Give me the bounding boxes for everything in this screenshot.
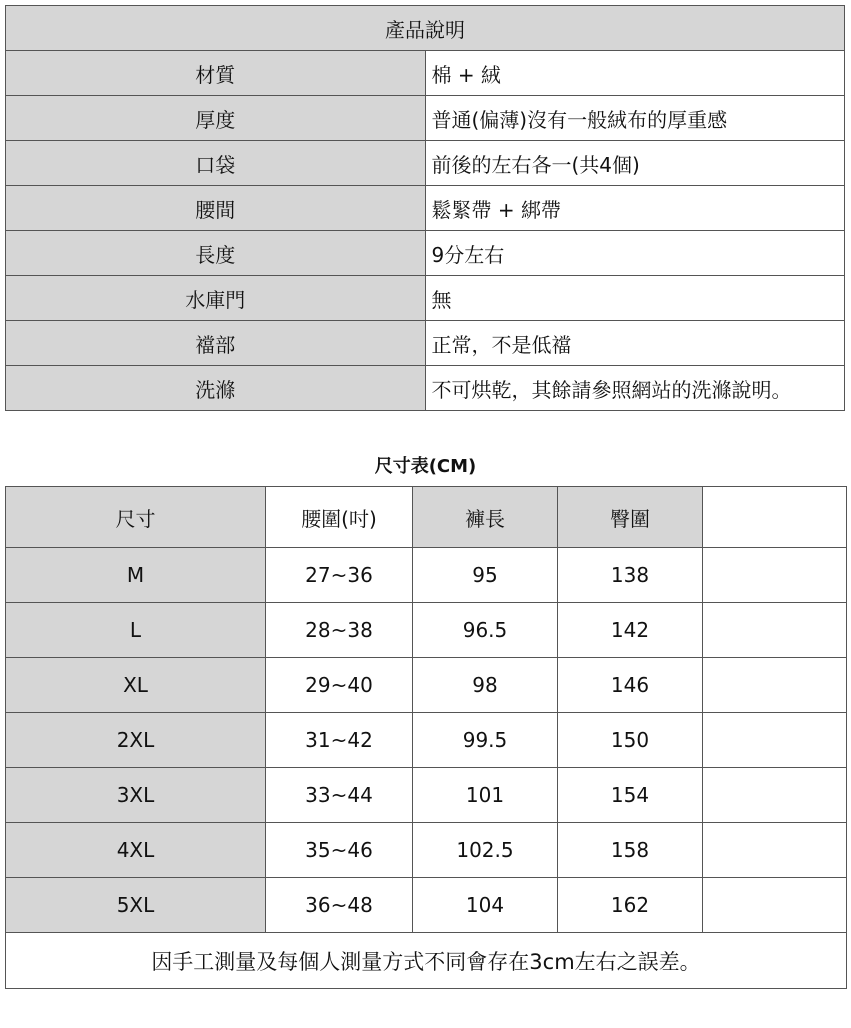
product-row-value: 無	[425, 276, 845, 321]
size-cell: 158	[558, 823, 703, 878]
size-cell: 101	[413, 768, 558, 823]
product-row	[6, 366, 845, 411]
product-row	[6, 321, 845, 366]
product-row	[6, 186, 845, 231]
size-cell: 95	[413, 548, 558, 603]
size-cell: 104	[413, 878, 558, 933]
product-row	[6, 141, 845, 186]
product-row-value: 普通(偏薄)沒有一般絨布的厚重感	[425, 96, 845, 141]
size-cell: 146	[558, 658, 703, 713]
product-row-label: 厚度	[6, 96, 426, 141]
product-row-label: 材質	[6, 51, 426, 96]
product-row-value: 不可烘乾，其餘請參照網站的洗滌說明。	[425, 366, 845, 411]
size-header-row	[6, 487, 847, 548]
size-cell: 162	[558, 878, 703, 933]
product-row	[6, 276, 845, 321]
size-cell: 2XL	[6, 713, 266, 768]
size-header-cell: 腰圍(吋)	[266, 487, 413, 548]
product-row-value: 鬆緊帶 + 綁帶	[425, 186, 845, 231]
size-cell	[703, 603, 847, 658]
size-cell: 4XL	[6, 823, 266, 878]
size-cell: L	[6, 603, 266, 658]
size-cell: 138	[558, 548, 703, 603]
size-row	[6, 658, 847, 713]
size-cell: 27~36	[266, 548, 413, 603]
size-header-cell: 褲長	[413, 487, 558, 548]
size-cell: M	[6, 548, 266, 603]
size-row	[6, 823, 847, 878]
size-cell	[703, 548, 847, 603]
product-row-label: 襠部	[6, 321, 426, 366]
size-cell: 102.5	[413, 823, 558, 878]
size-cell: 5XL	[6, 878, 266, 933]
size-chart-title: 尺寸表(CM)	[374, 456, 477, 477]
size-cell: 33~44	[266, 768, 413, 823]
size-row	[6, 878, 847, 933]
size-header-cell	[703, 487, 847, 548]
size-cell: 96.5	[413, 603, 558, 658]
product-row-label: 水庫門	[6, 276, 426, 321]
product-row-value: 棉 + 絨	[425, 51, 845, 96]
size-cell: 31~42	[266, 713, 413, 768]
size-cell	[703, 658, 847, 713]
size-cell: 99.5	[413, 713, 558, 768]
size-header-cell: 臀圍	[558, 487, 703, 548]
size-cell: 150	[558, 713, 703, 768]
product-row-label: 長度	[6, 231, 426, 276]
size-cell: 154	[558, 768, 703, 823]
size-header-cell: 尺寸	[6, 487, 266, 548]
size-note: 因手工測量及每個人測量方式不同會存在3cm左右之誤差。	[6, 933, 847, 989]
product-row	[6, 231, 845, 276]
product-row-label: 口袋	[6, 141, 426, 186]
size-cell: 35~46	[266, 823, 413, 878]
size-note-row	[6, 933, 847, 989]
size-cell: 98	[413, 658, 558, 713]
size-cell: 36~48	[266, 878, 413, 933]
product-row	[6, 51, 845, 96]
size-cell	[703, 823, 847, 878]
size-cell	[703, 768, 847, 823]
size-cell: 3XL	[6, 768, 266, 823]
product-row-value: 前後的左右各一(共4個)	[425, 141, 845, 186]
product-description-title: 產品說明	[6, 6, 845, 51]
product-row-label: 洗滌	[6, 366, 426, 411]
size-cell	[703, 713, 847, 768]
size-cell	[703, 878, 847, 933]
product-row-value: 9分左右	[425, 231, 845, 276]
size-row	[6, 713, 847, 768]
size-cell: XL	[6, 658, 266, 713]
size-cell: 29~40	[266, 658, 413, 713]
size-row	[6, 548, 847, 603]
product-row	[6, 96, 845, 141]
size-cell: 28~38	[266, 603, 413, 658]
product-row-value: 正常，不是低襠	[425, 321, 845, 366]
size-row	[6, 768, 847, 823]
size-cell: 142	[558, 603, 703, 658]
size-row	[6, 603, 847, 658]
product-description-table	[5, 5, 845, 411]
size-chart-table	[5, 486, 847, 989]
product-row-label: 腰間	[6, 186, 426, 231]
